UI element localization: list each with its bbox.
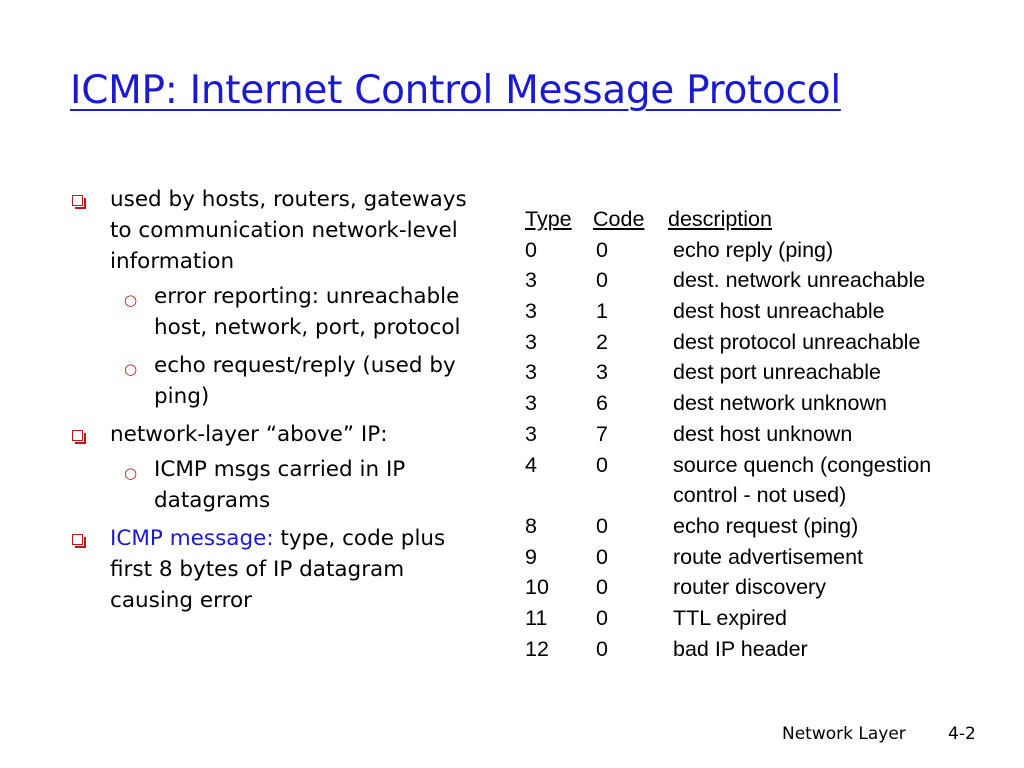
cell-type: 11 [525,605,548,630]
slide-title: ICMP: Internet Control Message Protocol [70,68,841,113]
page-number: 4-2 [948,724,976,744]
footer-label: Network Layer [782,724,906,744]
cell-code: 1 [596,299,608,324]
cell-type: 3 [525,360,537,385]
cell-description: dest protocol unreachable [673,329,921,354]
cell-description: control - not used) [673,483,847,508]
cell-type: 3 [525,329,537,354]
square-bullet-icon [72,195,83,206]
bullet-list [72,184,492,620]
sub-bullet-text: echo request/reply (used by ping) [154,353,456,409]
cell-description: TTL expired [673,605,787,630]
cell-description: router discovery [673,575,826,600]
cell-code: 2 [596,329,608,354]
cell-description: bad IP header [673,636,808,661]
square-bullet-icon [72,534,83,545]
cell-code: 0 [596,452,608,477]
sub-bullet-text: error reporting: unreachable host, network, port, protocol [154,284,461,340]
bullet-item [72,523,492,616]
cell-type: 3 [525,268,537,293]
sub-bullet-text: ICMP msgs carried in IP datagrams [154,457,406,513]
cell-description: echo reply (ping) [673,237,834,262]
bullet-text: network-layer “above” IP: [110,422,388,447]
bullet-item [72,184,492,277]
cell-type: 12 [525,636,549,661]
cell-type: 8 [525,513,537,538]
cell-description: dest host unreachable [673,299,885,324]
cell-code: 0 [596,237,608,262]
sub-bullet-item [72,454,492,516]
cell-description: source quench (congestion [673,452,932,477]
cell-description: dest port unreachable [673,360,881,385]
cell-description: dest network unknown [673,391,887,416]
cell-code: 0 [596,636,608,661]
bullet-highlight: ICMP message: [110,526,274,551]
header-type: Type [525,207,572,231]
cell-type: 3 [525,299,537,324]
cell-code: 3 [596,360,608,385]
header-description: description [668,207,772,231]
cell-code: 0 [596,544,608,569]
circle-bullet-icon: ○ [124,291,138,309]
cell-type: 3 [525,421,537,446]
cell-type: 3 [525,391,537,416]
cell-type: 9 [525,544,537,569]
bullet-text: type, code plus first 8 bytes of IP datagram causing error [110,526,446,613]
cell-description: route advertisement [673,544,864,569]
cell-description: echo request (ping) [673,513,859,538]
sub-bullet-item [72,350,492,412]
sub-bullet-item [72,281,492,343]
square-bullet-icon [72,430,83,441]
cell-type: 4 [525,452,537,477]
cell-code: 0 [596,268,608,293]
cell-code: 6 [596,391,608,416]
cell-code: 0 [596,513,608,538]
cell-code: 0 [596,605,608,630]
circle-bullet-icon: ○ [124,360,138,378]
cell-description: dest host unknown [673,421,853,446]
circle-bullet-icon: ○ [124,464,138,482]
cell-type: 0 [525,237,537,262]
bullet-item [72,419,492,450]
bullet-text: used by hosts, routers, gateways to communication network-level information [110,187,467,274]
cell-description: dest. network unreachable [673,268,926,293]
cell-type: 10 [525,575,549,600]
cell-code: 7 [596,421,608,446]
cell-code: 0 [596,575,608,600]
header-code: Code [593,207,645,231]
